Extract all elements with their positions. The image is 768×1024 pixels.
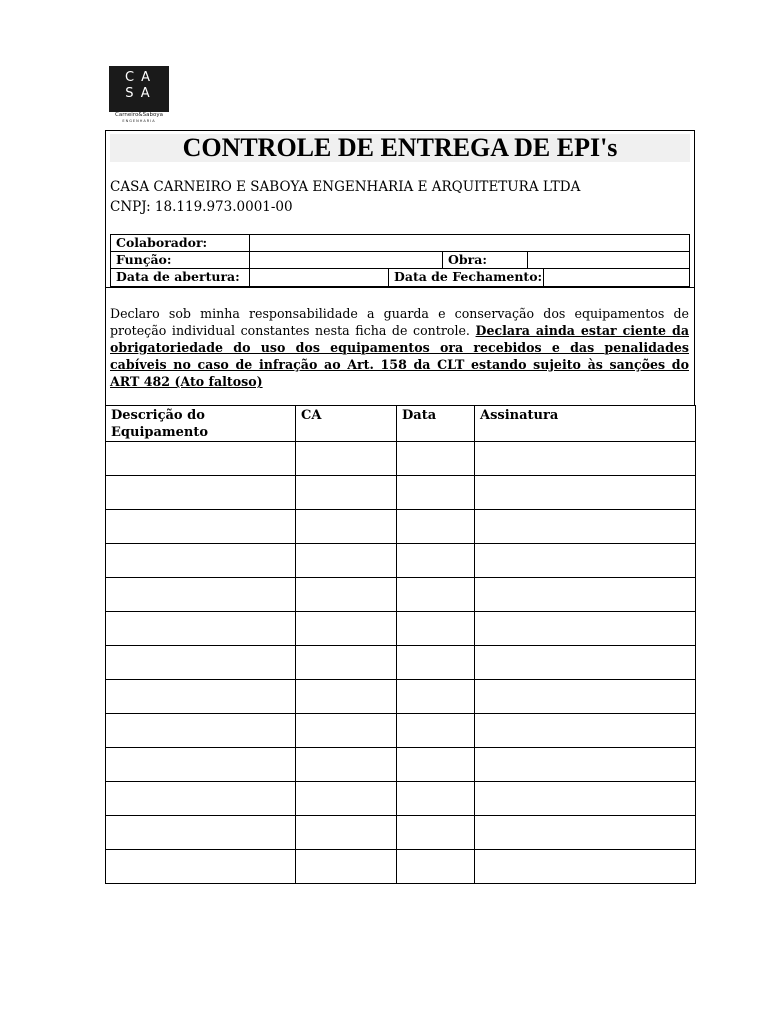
label-data-fechamento: Data de Fechamento: (388, 268, 544, 287)
label-funcao: Função: (110, 251, 250, 269)
declaration-plain: Declaro sob minha responsabilidade a guarda e conservação dos equipamentos de proteção individual constantes nesta ficha de controle. (110, 306, 689, 338)
label-data-abertura: Data de abertura: (110, 268, 250, 287)
cell-assinatura[interactable] (475, 850, 696, 884)
cell-ca[interactable] (296, 714, 397, 748)
table-row (106, 442, 696, 476)
cell-assinatura[interactable] (475, 578, 696, 612)
table-row (106, 714, 696, 748)
label-colaborador: Colaborador: (110, 234, 250, 252)
cell-ca[interactable] (296, 476, 397, 510)
logo-caption (109, 112, 169, 124)
table-row (106, 816, 696, 850)
header-assinatura: Assinatura (475, 406, 696, 442)
logo-letters-top: CA (125, 70, 157, 85)
data-fechamento-field[interactable] (543, 268, 690, 287)
cell-assinatura[interactable] (475, 544, 696, 578)
cell-ca[interactable] (296, 850, 397, 884)
cell-data[interactable] (397, 714, 475, 748)
table-row (106, 748, 696, 782)
cell-descricao[interactable] (106, 476, 296, 510)
data-abertura-field[interactable] (249, 268, 389, 287)
cell-descricao[interactable] (106, 680, 296, 714)
cell-assinatura[interactable] (475, 476, 696, 510)
logo-letters-bottom: SA (125, 86, 157, 101)
logo-caption-name: Carneiro&Saboya (115, 112, 163, 118)
table-row (106, 578, 696, 612)
declaration-emphasis: Declara ainda estar ciente da obrigatoriedade do uso dos equipamentos ora recebidos e das penalidades cabíveis no caso de infração ao Art. 158 da CLT estando sujeito às sanções do ART 482 (Ato faltoso) (110, 323, 690, 389)
form-title: CONTROLE DE ENTREGA DE EPI's (182, 133, 618, 162)
company-logo (109, 66, 169, 112)
table-row (106, 510, 696, 544)
cell-descricao[interactable] (106, 714, 296, 748)
cell-descricao[interactable] (106, 646, 296, 680)
cell-data[interactable] (397, 646, 475, 680)
header-descricao: Descrição do Equipamento (106, 406, 296, 442)
table-header-row (106, 406, 696, 442)
cell-assinatura[interactable] (475, 680, 696, 714)
table-row (106, 782, 696, 816)
obra-field[interactable] (527, 251, 690, 269)
cell-assinatura[interactable] (475, 748, 696, 782)
cell-data[interactable] (397, 442, 475, 476)
cell-ca[interactable] (296, 782, 397, 816)
header-data: Data (397, 406, 475, 442)
section-divider (105, 287, 695, 288)
cell-ca[interactable] (296, 646, 397, 680)
cell-ca[interactable] (296, 816, 397, 850)
cell-assinatura[interactable] (475, 612, 696, 646)
cell-data[interactable] (397, 544, 475, 578)
cell-ca[interactable] (296, 578, 397, 612)
cell-descricao[interactable] (106, 612, 296, 646)
cell-assinatura[interactable] (475, 816, 696, 850)
logo-caption-sub: ENGENHARIA (122, 119, 156, 123)
cell-data[interactable] (397, 850, 475, 884)
table-row (106, 680, 696, 714)
logo-letters (109, 70, 169, 102)
cell-assinatura[interactable] (475, 782, 696, 816)
cell-ca[interactable] (296, 510, 397, 544)
cell-data[interactable] (397, 476, 475, 510)
company-cnpj: CNPJ: 18.119.973.0001-00 (110, 199, 293, 215)
cell-ca[interactable] (296, 748, 397, 782)
cell-data[interactable] (397, 748, 475, 782)
cell-data[interactable] (397, 612, 475, 646)
declaration-text (110, 305, 689, 390)
cell-descricao[interactable] (106, 578, 296, 612)
table-body (106, 442, 696, 884)
cell-ca[interactable] (296, 612, 397, 646)
cell-descricao[interactable] (106, 850, 296, 884)
cell-descricao[interactable] (106, 510, 296, 544)
cell-descricao[interactable] (106, 442, 296, 476)
cell-assinatura[interactable] (475, 646, 696, 680)
colaborador-field[interactable] (249, 234, 690, 252)
cell-assinatura[interactable] (475, 510, 696, 544)
company-name: CASA CARNEIRO E SABOYA ENGENHARIA E ARQUITETURA LTDA (110, 179, 581, 195)
cell-data[interactable] (397, 782, 475, 816)
cell-assinatura[interactable] (475, 442, 696, 476)
epi-table (105, 405, 696, 884)
funcao-field[interactable] (249, 251, 443, 269)
table-row (106, 544, 696, 578)
table-row (106, 646, 696, 680)
cell-descricao[interactable] (106, 544, 296, 578)
cell-descricao[interactable] (106, 782, 296, 816)
cell-descricao[interactable] (106, 816, 296, 850)
table-row (106, 476, 696, 510)
table-row (106, 850, 696, 884)
header-ca: CA (296, 406, 397, 442)
cell-ca[interactable] (296, 544, 397, 578)
cell-ca[interactable] (296, 680, 397, 714)
cell-descricao[interactable] (106, 748, 296, 782)
cell-data[interactable] (397, 578, 475, 612)
cell-assinatura[interactable] (475, 714, 696, 748)
label-obra: Obra: (442, 251, 528, 269)
cell-data[interactable] (397, 510, 475, 544)
table-row (106, 612, 696, 646)
cell-data[interactable] (397, 816, 475, 850)
cell-ca[interactable] (296, 442, 397, 476)
cell-data[interactable] (397, 680, 475, 714)
